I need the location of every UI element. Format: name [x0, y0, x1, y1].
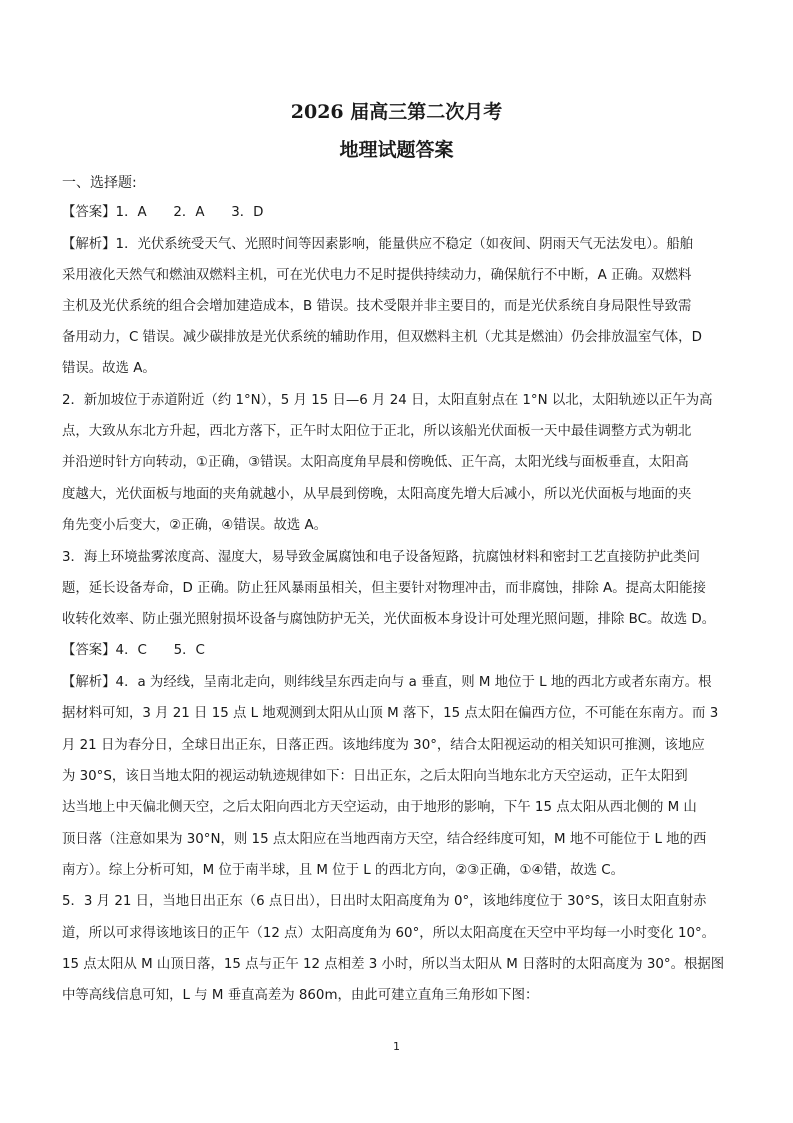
text-line: 【解析】1．光伏系统受天气、光照时间等因素影响，能量供应不稳定（如夜间、阴雨天气无法发电）。船舶	[62, 237, 694, 252]
answer-line: 【答案】1．A 2．A 3．D	[62, 205, 264, 220]
text-line: 中等高线信息可知，L 与 M 垂直高差为 860m，由此可建立直角三角形如下图：	[62, 988, 539, 1003]
text-line: 采用液化天然气和燃油双燃料主机，可在光伏电力不足时提供持续动力，确保航行不中断，A 正确。双燃料	[62, 268, 692, 283]
page-title: 2026 届高三第二次月考	[290, 101, 503, 123]
text-line: 3．海上环境盐雾浓度高、湿度大，易导致金属腐蚀和电子设备短路，抗腐蚀材料和密封工艺直接防护此类问	[62, 550, 700, 565]
text-line: 为 30°S，该日当地太阳的视运动轨迹规律如下：日出正东，之后太阳向当地东北方天空运动，正午太阳到	[62, 769, 688, 784]
answer-line: 【答案】4．C 5．C	[62, 643, 205, 658]
text-line: 角先变小后变大，②正确，④错误。故选 A。	[62, 518, 328, 533]
text-line: 收转化效率、防止强光照射损坏设备与腐蚀防护无关，光伏面板本身设计可处理光照问题，排除 BC。故选 D。	[62, 612, 716, 627]
text-line: 达当地上中天偏北侧天空，之后太阳向西北方天空运动，由于地形的影响，下午 15 点太阳从西北侧的 M 山	[62, 800, 697, 815]
text-line: 15 点太阳从 M 山顶日落，15 点与正午 12 点相差 3 小时，所以当太阳从 M 日落时的太阳高度为 30°。根据图	[62, 957, 725, 972]
text-line: 【解析】4．a 为经线，呈南北走向，则纬线呈东西走向与 a 垂直，则 M 地位于 L 地的西北方或者东南方。根	[62, 675, 712, 690]
text-line: 顶日落（注意如果为 30°N，则 15 点太阳应在当地西南方天空，结合经纬度可知，M 地不可能位于 L 地的西	[62, 832, 707, 847]
page-subtitle: 地理试题答案	[339, 139, 454, 161]
text-line: 南方）。综上分析可知，M 位于南半球，且 M 位于 L 的西北方向，②③正确，①④错，故选 C。	[62, 863, 625, 878]
text-line: 据材料可知，3 月 21 日 15 点 L 地观测到太阳从山顶 M 落下，15 点太阳在偏西方位，不可能在东南方。而 3	[62, 706, 719, 721]
text-line: 题，延长设备寿命，D 正确。防止狂风暴雨虽相关，但主要针对物理冲击，而非腐蚀，排除 A。提高太阳能接	[62, 581, 706, 596]
text-line: 2．新加坡位于赤道附近（约 1°N），5 月 15 日—6 月 24 日，太阳直射点在 1°N 以北，太阳轨迹以正午为高	[62, 393, 713, 408]
text-line: 5．3 月 21 日，当地日出正东（6 点日出），日出时太阳高度角为 0°，该地纬度位于 30°S，该日太阳直射赤	[62, 894, 707, 909]
text-line: 主机及光伏系统的组合会增加建造成本，B 错误。技术受限并非主要目的，而是光伏系统自身局限性导致需	[62, 299, 692, 314]
text-line: 道，所以可求得该地该日的正午（12 点）太阳高度角为 60°，所以太阳高度在天空中平均每一小时变化 10°。	[62, 926, 716, 941]
section-heading: 一、选择题:	[62, 175, 137, 191]
text-line: 度越大，光伏面板与地面的夹角就越小，从早晨到傍晚，太阳高度先增大后减小，所以光伏面板与地面的夹	[62, 487, 692, 502]
page-number: 1	[393, 1040, 400, 1053]
text-line: 并沿逆时针方向转动，①正确，③错误。太阳高度角早晨和傍晚低、正午高，太阳光线与面板垂直，太阳高	[62, 455, 689, 470]
text-line: 错误。故选 A。	[62, 361, 156, 376]
text-line: 月 21 日为春分日，全球日出正东，日落正西。该地纬度为 30°，结合太阳视运动的相关知识可推测，该地应	[62, 738, 705, 753]
text-line: 备用动力，C 错误。减少碳排放是光伏系统的辅助作用，但双燃料主机（尤其是燃油）仍会排放温室气体，D	[62, 330, 702, 345]
text-line: 点，大致从东北方升起，西北方落下，正午时太阳位于正北，所以该船光伏面板一天中最佳调整方式为朝北	[62, 424, 692, 439]
